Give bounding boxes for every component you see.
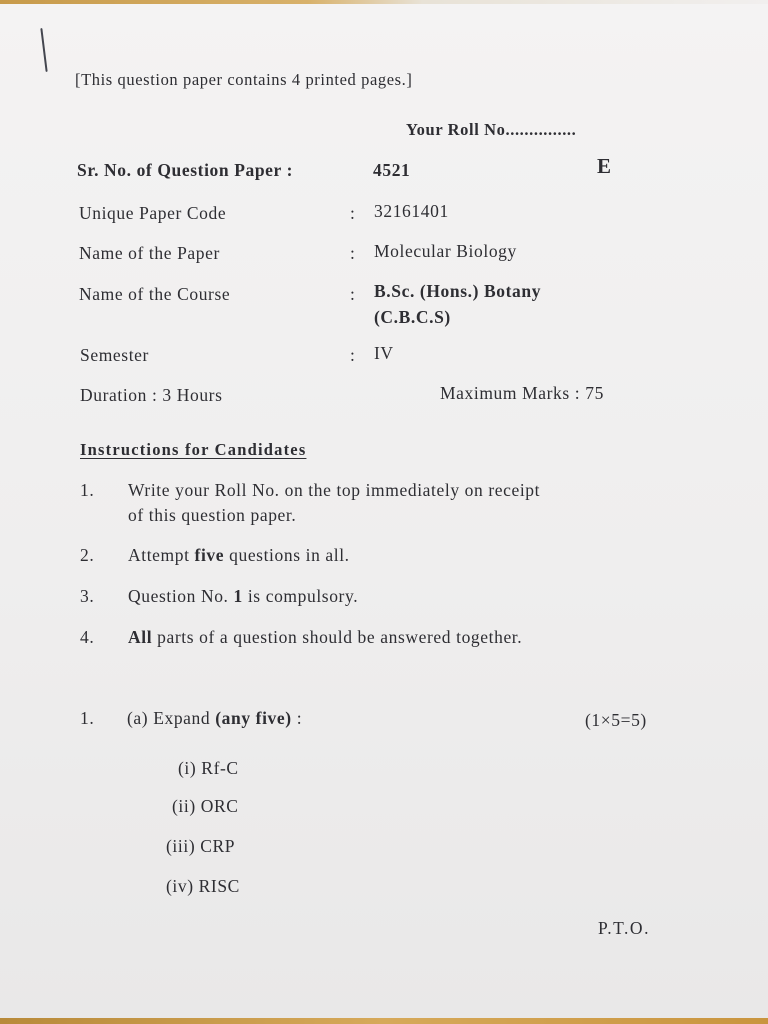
question-1a-text: (a) Expand (any five) : (127, 708, 303, 728)
instruction-4-number: 4. (80, 627, 95, 647)
instruction-1-line1: Write your Roll No. on the top immediately on receipt (128, 480, 541, 500)
paper-name-sep: : (350, 243, 356, 263)
semester-sep: : (350, 345, 356, 365)
paper-top-edge (0, 0, 768, 4)
question-1a-item-ii: (ii) ORC (172, 796, 239, 816)
question-1-number: 1. (80, 708, 95, 728)
sr-no-value: 4521 (373, 160, 411, 180)
paper-code-label: Unique Paper Code (79, 203, 227, 223)
course-value-line2: (C.B.C.S) (374, 307, 451, 327)
instructions-heading: Instructions for Candidates (80, 440, 307, 459)
question-1a-marks: (1×5=5) (585, 710, 647, 730)
roll-number-field: Your Roll No............... (406, 120, 577, 139)
instruction-1-line2: of this question paper. (128, 505, 297, 525)
course-value: B.Sc. (Hons.) Botany (374, 281, 542, 301)
instruction-3-text: Question No. 1 is compulsory. (128, 586, 359, 606)
paper-set-letter: E (597, 154, 612, 178)
paper-code-sep: : (350, 203, 356, 223)
course-label: Name of the Course (79, 284, 231, 304)
sr-no-label: Sr. No. of Question Paper : (77, 160, 293, 180)
paper-code-value: 32161401 (374, 201, 449, 221)
semester-value: IV (374, 343, 394, 363)
course-sep: : (350, 284, 356, 304)
page-count-note: [This question paper contains 4 printed pages.] (75, 70, 413, 89)
pen-mark (40, 28, 47, 72)
paper-name-value: Molecular Biology (374, 241, 517, 261)
please-turn-over: P.T.O. (598, 918, 650, 938)
instruction-4-text: All parts of a question should be answered together. (128, 627, 523, 647)
paper-bottom-edge (0, 1018, 768, 1024)
instruction-2-text: Attempt five questions in all. (128, 545, 350, 565)
question-1a-item-iii: (iii) CRP (166, 836, 236, 856)
semester-label: Semester (80, 345, 149, 365)
instruction-1-number: 1. (80, 480, 95, 500)
paper-name-label: Name of the Paper (79, 243, 220, 263)
question-1a-item-iv: (iv) RISC (166, 876, 240, 896)
question-1a-item-i: (i) Rf-C (178, 758, 239, 778)
instruction-3-number: 3. (80, 586, 95, 606)
duration: Duration : 3 Hours (80, 385, 223, 405)
instruction-2-number: 2. (80, 545, 95, 565)
maximum-marks: Maximum Marks : 75 (440, 383, 604, 403)
